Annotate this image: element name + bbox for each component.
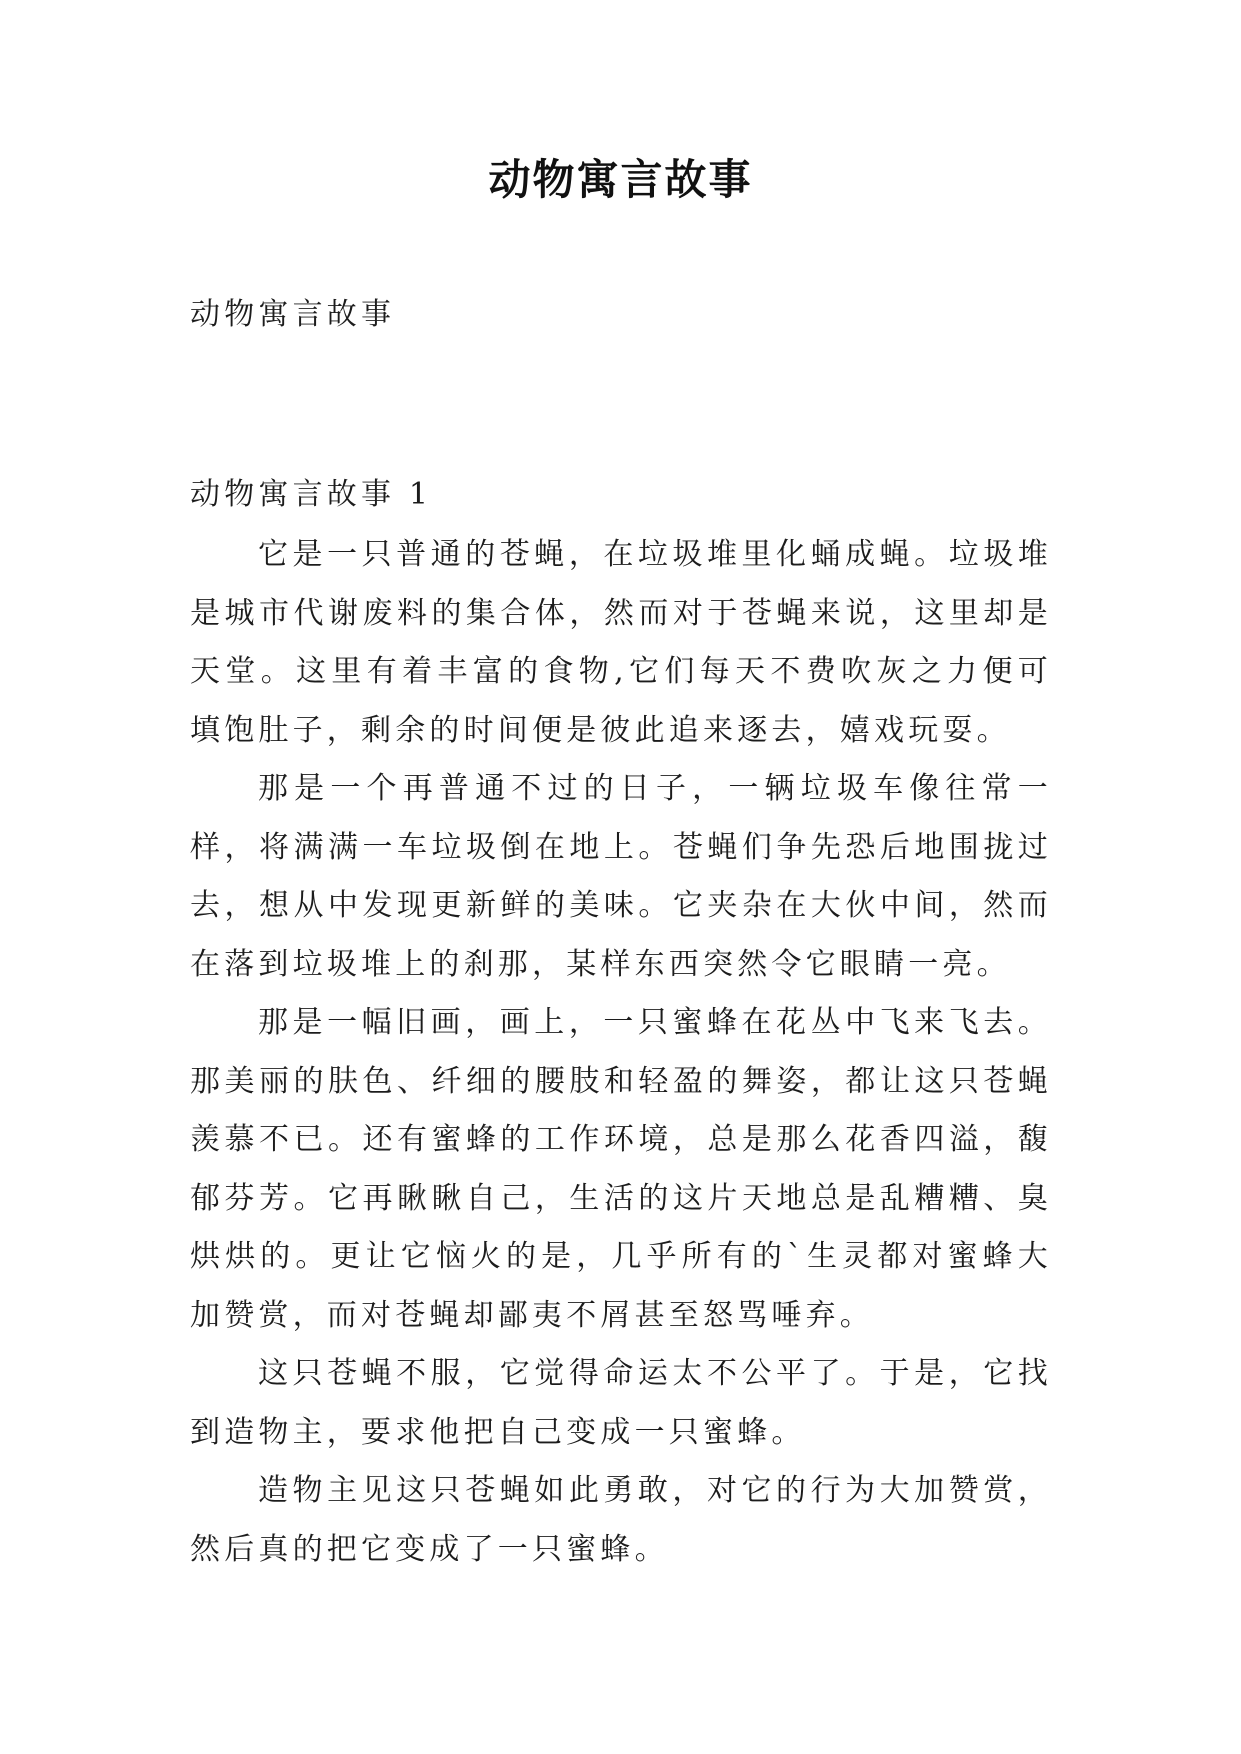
paragraph: 那是一幅旧画，画上，一只蜜蜂在花丛中飞来飞去。那美丽的肤色、纤细的腰肢和轻盈的舞姿，都让这只苍蝇羡慕不已。还有蜜蜂的工作环境，总是那么花香四溢，馥郁芬芳。它再瞅瞅自己，生活的这片天地总是乱糟糟、臭烘烘的。更让它恼火的是，几乎所有的`生灵都对蜜蜂大加赞赏，而对苍蝇却鄙夷不屑甚至怒骂唾弃。 bbox=[190, 1005, 1052, 1333]
paragraph: 那是一个再普通不过的日子，一辆垃圾车像往常一样，将满满一车垃圾倒在地上。苍蝇们争先恐后地围拢过去，想从中发现更新鲜的美味。它夹杂在大伙中间，然而在落到垃圾堆上的刹那，某样东西突然令它眼睛一亮。 bbox=[190, 771, 1052, 982]
document-subtitle: 动物寓言故事 bbox=[190, 297, 396, 332]
document-title: 动物寓言故事 bbox=[488, 155, 753, 204]
section-heading: 动物寓言故事 1 bbox=[190, 477, 433, 512]
paragraph: 这只苍蝇不服，它觉得命运太不公平了。于是，它找到造物主，要求他把自己变成一只蜜蜂。 bbox=[190, 1356, 1052, 1450]
paragraph: 造物主见这只苍蝇如此勇敢，对它的行为大加赞赏，然后真的把它变成了一只蜜蜂。 bbox=[190, 1473, 1052, 1567]
paragraph: 它是一只普通的苍蝇，在垃圾堆里化蛹成蝇。垃圾堆是城市代谢废料的集合体，然而对于苍蝇来说，这里却是天堂。这里有着丰富的食物,它们每天不费吹灰之力便可填饱肚子，剩余的时间便是彼此追来逐去，嬉戏玩耍。 bbox=[190, 537, 1052, 748]
story-body bbox=[190, 526, 1052, 1579]
